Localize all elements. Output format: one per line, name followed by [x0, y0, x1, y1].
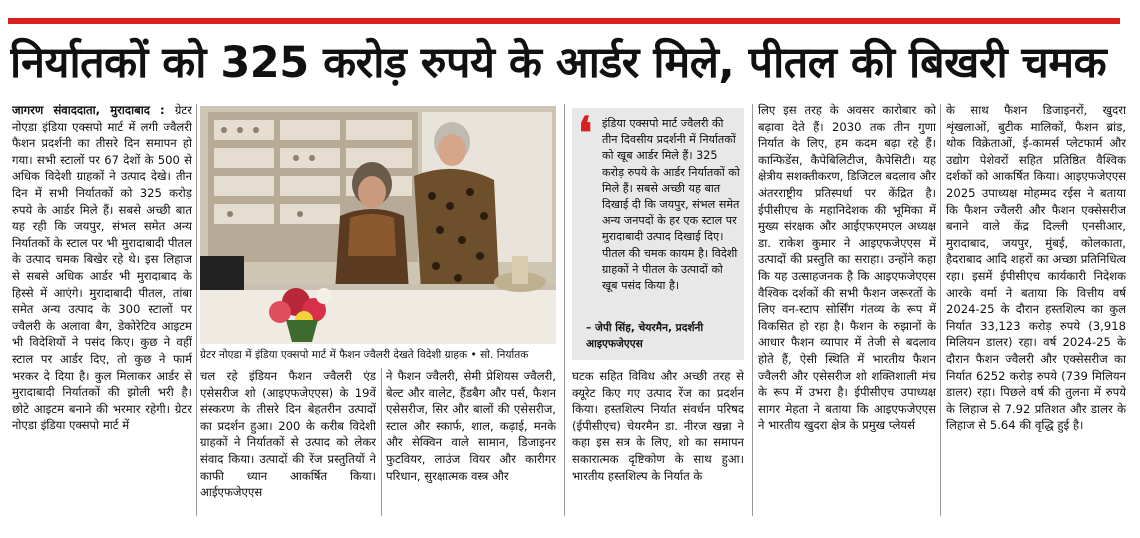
- column-divider: [940, 104, 941, 516]
- column-divider: [752, 104, 753, 516]
- article-column-3: [386, 368, 556, 518]
- headline: निर्यातकों को 325 करोड़ रुपये के आर्डर मिले, पीतल की बिखरी चमक: [10, 38, 1107, 88]
- column-3-text: ने फैशन ज्वैलरी, सेमी प्रेशियस ज्वैलरी, बेल्ट और वालेट, हैंडबैग और पर्स, फैशन एसेसरीज, सिर और बालों की एसेसरीज, स्टाल और स्कार्फ, शाल, कढ़ाई, मनके और सेक्विन वाले सामान, डिजाइनर फुटवियर, लाउंज वियर और कारीगर परिधान, सुरक्षात्मक वस्त्र और: [386, 369, 556, 483]
- column-1-text: ग्रेटर नोएडा इंडिया एक्सपो मार्ट में लगी ज्वैलरी फैशन प्रदर्शनी का तीसरे दिन समापन हो गया। सभी स्टालों पर 67 देशों के 500 से अधिक विदेशी ग्राहकों ने उत्पाद देखे। तीन दिन में सभी निर्यातकों को 325 करोड़ रुपये के आर्डर मिले हैं। सबसे अच्छी बात यह रही कि जयपुर, संभल समेत अन्य निर्यातकों के स्टाल पर भी मुरादाबादी पीतल के उत्पाद चमक बिखेर रहे थे। इस लिहाज से सबसे अधिक आर्डर भी मुरादाबाद के हिस्से में आएंगे। मुरादाबादी पीतल, तांबा समेत अन्य उत्पाद के 300 स्टालों पर ज्वैलरी के अलावा बैग, डेकोरेटिव आइटम भी विदेशियों ने पसंद किए। कुछ ने वहीं स्टाल पर आर्डर दिए, तो कुछ ने फार्म भरकर दे दिया है। कुल मिलाकर आर्डर से मुरादाबादी निर्यातकों की झोली भरी है। छोटे आइटम बनाने की भरमार रहेगी। ग्रेटर नोएडा इंडिया एक्सपो मार्ट में: [12, 103, 192, 433]
- photo-caption: ग्रेटर नोएडा में इंडिया एक्सपो मार्ट में फैशन ज्वैलरी देखते विदेशी ग्राहक • सो. निर्यातक: [200, 349, 529, 361]
- column-2-text: चल रहे इंडियन फैशन ज्वैलरी एंड एसेसरीज शो (आइएफजेएएस) के 19वें संस्करण के तीसरे दिन बेहतरीन उत्पादों का प्रदर्शन हुआ। 200 के करीब विदेशी ग्राहकों ने निर्यातकों से उत्पाद को लेकर संवाद किया। उत्पादों की रेंज प्रस्तुतियों ने काफी ध्यान आकर्षित किया। आईएफजेएएस: [200, 369, 376, 500]
- article-photo: [200, 106, 556, 344]
- article-column-5: [758, 102, 936, 520]
- pull-quote-box: [572, 108, 744, 360]
- quote-mark-icon: ❛: [578, 108, 593, 159]
- article-column-6: [946, 102, 1126, 520]
- top-red-rule: [8, 18, 1120, 24]
- photo-illustration: [200, 106, 556, 344]
- article-column-4: [572, 368, 744, 518]
- column-6-text: के साथ फैशन डिजाइनरों, खुदरा शृंखलाओं, बुटीक मालिकों, फैशन ब्रांड, थोक विक्रेताओं, ई-कामर्स प्लेटफार्म और उद्योग पेशेवरों सहित प्रतिष्ठित वैश्विक दर्शकों को आकर्षित किया। आइएफजेएएस 2025 उपाध्यक्ष मोहम्मद रईस ने बताया कि फैशन ज्वैलरी और फैशन एक्सेसरीज बनाने वाले केंद्र दिल्ली एनसीआर, मुरादाबाद, जयपुर, मुंबई, कोलकाता, हैदराबाद आदि शहरों का अच्छा प्रतिनिधित्व रहा। इसमें ईपीसीएच कार्यकारी निदेशक आरके वर्मा ने बताया कि वित्तीय वर्ष 2024-25 के दौरान हस्तशिल्प का कुल निर्यात 33,123 करोड़ रुपये (3,918 मिलियन डालर) रहा। वर्ष 2024-25 के दौरान फैशन ज्वैलरी और एक्सेसरीज का निर्यात 6252 करोड़ रुपये (739 मिलियन डालर) रहा। पिछले वर्ष की तुलना में रुपये के लिहाज से 7.92 प्रतिशत और डालर के लिहाज से 5.64 की वृद्धि हुई है।: [946, 103, 1126, 433]
- column-4-text: घटक सहित विविध और अच्छी तरह से क्यूरेट किए गए उत्पाद रेंज का प्रदर्शन किया। हस्तशिल्प निर्यात संवर्धन परिषद (ईपीसीएच) चेयरमैन डा. नीरज खन्ना ने कहा इस सत्र के लिए, शो का समापन सकारात्मक दृष्टिकोण के साथ हुआ। भारतीय हस्तशिल्प के निर्यात के: [572, 369, 744, 483]
- article-column-1: [12, 102, 192, 520]
- column-divider: [564, 104, 565, 516]
- article-column-2: [200, 368, 376, 518]
- column-divider: [196, 104, 197, 516]
- column-divider: [381, 368, 382, 516]
- byline: जागरण संवाददाता, मुरादाबाद :: [12, 103, 175, 117]
- pull-quote-attribution: – जेपी सिंह, चेयरमैन, प्रदर्शनी आइएफजेएएस: [586, 322, 704, 350]
- column-5-text: लिए इस तरह के अवसर कारोबार को बढ़ावा देते हैं। 2030 तक तीन गुणा निर्यात के लिए, हम कदम बढ़ा रहे हैं। कान्फिडेंस, कैपेबिलिटीज, कैपेसिटी। यह क्षेत्रीय सशक्तीकरण, डिजिटल बदलाव और अंतरराष्ट्रीय प्रतिस्पर्धा पर केंद्रित है। ईपीसीएच के महानिदेशक की भूमिका में मुख्य संरक्षक और आईएफएमएल अध्यक्ष डा. राकेश कुमार ने आइएफजेएएस में उत्पादों की प्रस्तुति का सराहा। उन्होंने कहा कि यह उत्साहजनक है कि आइएफजेएएस वैश्विक दर्शकों की सभी फैशन जरूरतों के लिए वन-स्टाप सोर्सिंग गंतव्य के रूप में विकसित हो रहा है। फैशन के रुझानों के आधार फैशन व्यापार में तेजी से बदलाव होते हैं, ऐसी स्थिति में भारतीय फैशन ज्वैलरी और एसेसरीज शो शक्तिशाली मंच के रूप में उभरा है। ईपीसीएच उपाध्यक्ष सागर मेहता ने बताया कि आइएफजेएएस ने भारतीय खुदरा क्षेत्र के प्रमुख प्लेयर्स: [758, 103, 936, 433]
- pull-quote-text: इंडिया एक्सपो मार्ट ज्वैलरी की तीन दिवसीय प्रदर्शनी में निर्यातकों को खूब आर्डर मिले हैं। 325 करोड़ रुपये के आर्डर निर्यातकों को मिले हैं। सबसे अच्छी यह बात दिखाई दी कि जयपुर, संभल समेत अन्य जनपदों के हर एक स्टाल पर मुरादाबादी उत्पाद दिखाई दिए। पीतल की चमक कायम है। विदेशी ग्राहकों ने पीतल के उत्पादों को खूब पसंद किया है।: [602, 117, 740, 293]
